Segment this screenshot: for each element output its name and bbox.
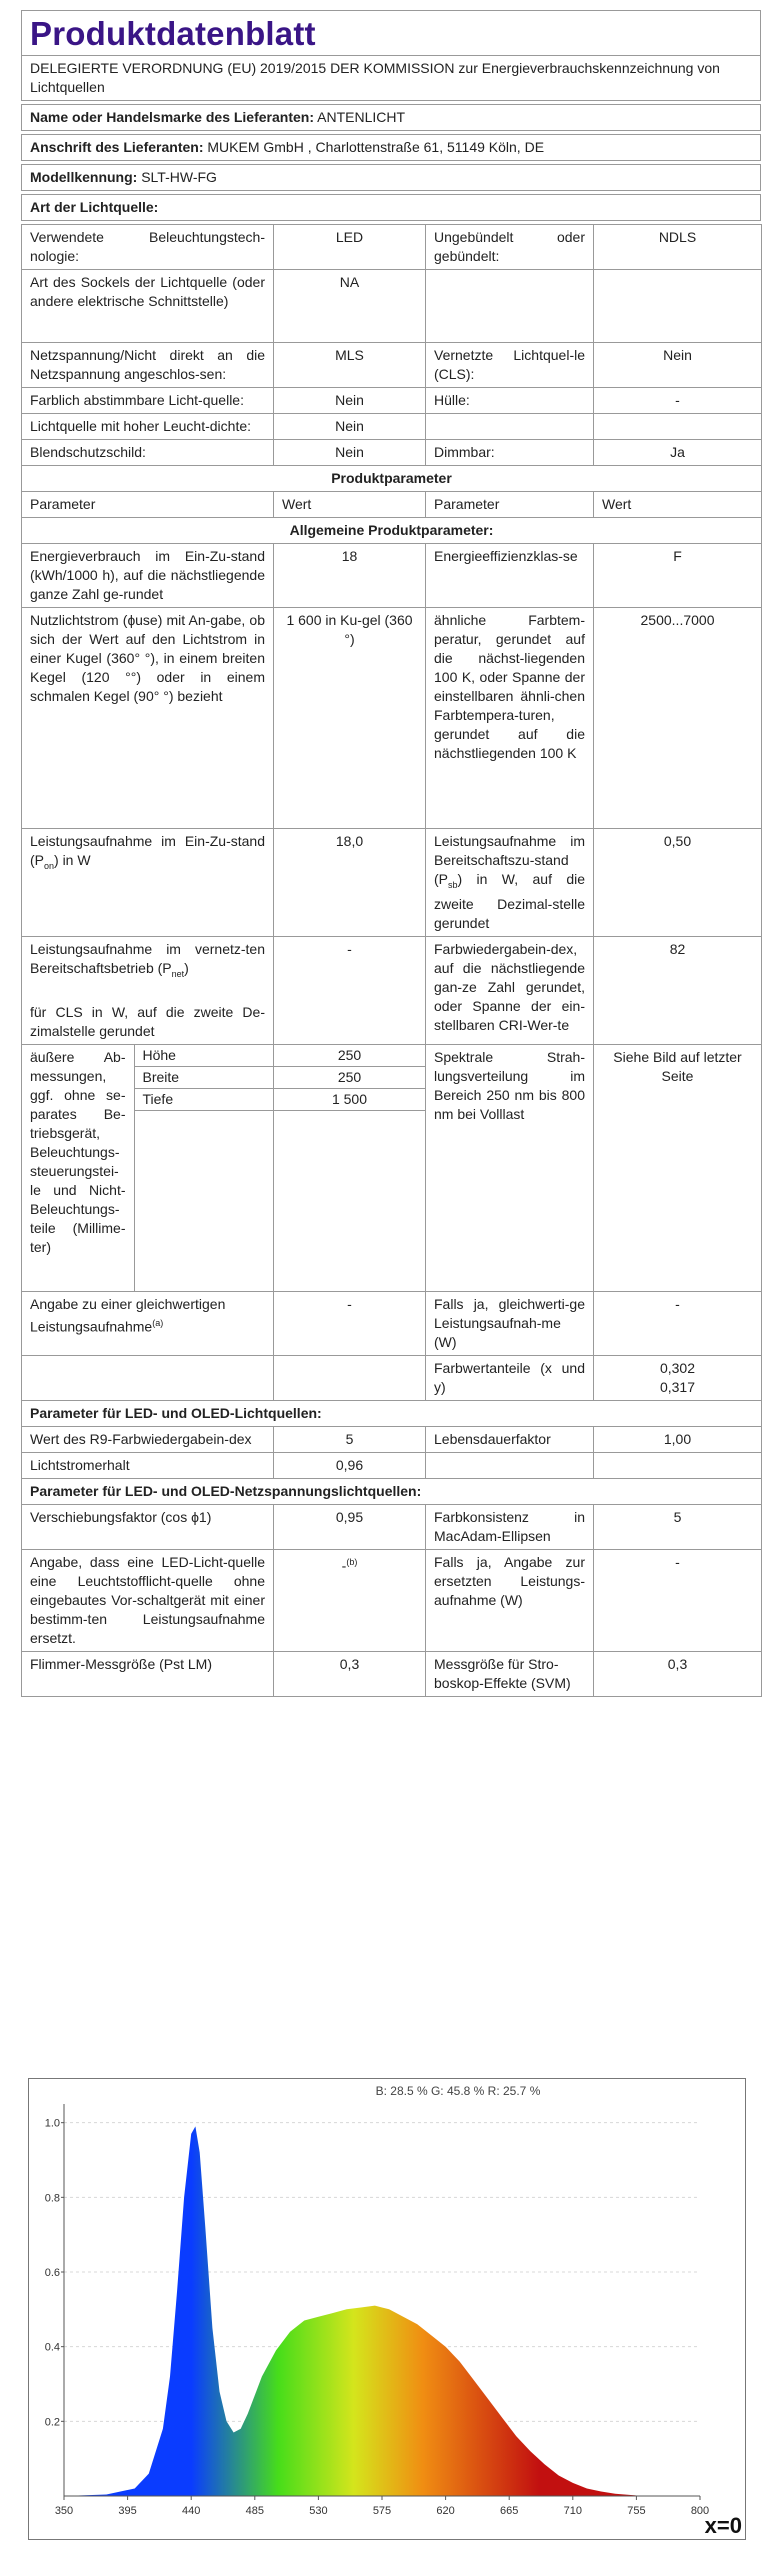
text-fragment: Angabe zu einer gleichwertigen Leistungsaufnahme	[30, 1295, 226, 1335]
x-tick-label: 710	[563, 2505, 582, 2517]
cell-empty	[594, 270, 762, 343]
mains-params-heading: Parameter für LED- und OLED-Netzspannungslichtquellen:	[22, 1478, 762, 1504]
text-sup: (b)	[346, 1556, 358, 1567]
general-params-heading: Allgemeine Produktparameter:	[22, 518, 762, 544]
model-label: Modellkennung:	[30, 169, 138, 185]
chart-header: B: 28.5 % G: 45.8 % R: 25.7 %	[375, 2084, 541, 2098]
product-params-heading: Produktparameter	[22, 466, 762, 492]
x-tick-label: 440	[182, 2505, 201, 2517]
x-tick-label: 575	[372, 2505, 392, 2517]
text-fragment: für CLS in W, auf die zweite De-zimalstelle gerundet	[30, 1003, 265, 1039]
x-tick-label: 620	[436, 2505, 455, 2517]
cell-value: 2500...7000	[594, 608, 762, 829]
x-tick-label: 395	[118, 2505, 137, 2517]
cell-value: NA	[274, 270, 426, 343]
y-tick-label: 0.8	[44, 2192, 60, 2205]
cell-value: 5	[594, 1504, 762, 1549]
cell-empty	[594, 1452, 762, 1478]
section-header	[22, 518, 762, 544]
dimensions-table	[22, 1045, 273, 1291]
cell-value: 0,95	[274, 1504, 426, 1549]
x-tick-label: 800	[690, 2505, 710, 2517]
table-row	[22, 1504, 762, 1549]
column-header: Parameter	[426, 492, 594, 518]
led-params-heading: Parameter für LED- und OLED-Lichtquellen:	[22, 1400, 762, 1426]
text-sub: sb	[448, 879, 458, 890]
text-fragment: ) in W, auf die zweite Dezimal-stelle gerundet	[434, 871, 585, 931]
chroma-x: 0,302	[659, 1359, 696, 1376]
cell-label: Energieeffizienzklas-se	[426, 544, 594, 608]
cell-value: NDLS	[594, 225, 762, 270]
depth-label: Tiefe	[134, 1088, 273, 1110]
section-header	[22, 466, 762, 492]
cell-label	[426, 829, 594, 937]
cell-value: -	[594, 388, 762, 414]
cell-value: 1 600 in Ku-gel (360 °)	[274, 608, 426, 829]
cell-label: Farbwertanteile (x und y)	[426, 1355, 594, 1400]
table-row	[22, 414, 762, 440]
cell-label	[22, 936, 274, 1044]
cell-value: -	[594, 1549, 762, 1651]
text-sub: net	[171, 968, 185, 979]
supplier-name	[21, 104, 761, 131]
cell-label: Dimmbar:	[426, 440, 594, 466]
cell-label: ähnliche Farbtem-peratur, gerundet auf die nächst-liegenden 100 K, oder Spanne der einstellbaren ähnli-chen Farbtempera-turen, gerundet auf die nächstliegenden 100 K	[426, 608, 594, 829]
supplier-address	[21, 134, 761, 161]
cell-label: Lichtstromerhalt	[22, 1452, 274, 1478]
cell-label: Verwendete Beleuchtungstech-nologie:	[22, 225, 274, 270]
cell-empty	[594, 414, 762, 440]
cell-value: -	[594, 1291, 762, 1355]
dimensions-cell	[22, 1044, 274, 1291]
chroma-y: 0,317	[659, 1378, 696, 1395]
cell-value: Nein	[274, 440, 426, 466]
width-label: Breite	[134, 1066, 273, 1088]
light-source-type	[21, 194, 761, 221]
cell-label: Netzspannung/Nicht direkt an die Netzspannung angeschlos-sen:	[22, 343, 274, 388]
model-value: SLT-HW-FG	[141, 169, 217, 185]
cell-label: Lichtquelle mit hoher Leucht-dichte:	[22, 414, 274, 440]
cell-value: F	[594, 544, 762, 608]
column-header: Wert	[274, 492, 426, 518]
cell-value: 18,0	[274, 829, 426, 937]
address-label: Anschrift des Lieferanten:	[30, 139, 204, 155]
cell-label: Flimmer-Messgröße (Pst LM)	[22, 1651, 274, 1696]
cell-value: Nein	[274, 414, 426, 440]
y-tick-label: 0.2	[44, 2416, 60, 2429]
spectrum-chart	[28, 2078, 746, 2540]
cell-label: Angabe, dass eine LED-Licht-quelle eine Leuchtstofflicht-quelle ohne eingebautes Vor-schaltgerät mit einer bestimm-ten Leistungsaufnahme ersetzt.	[22, 1549, 274, 1651]
x-tick-label: 530	[309, 2505, 328, 2517]
table-row	[22, 1452, 762, 1478]
cell-label: Hülle:	[426, 388, 594, 414]
table-row	[22, 343, 762, 388]
cell-label: Art des Sockels der Lichtquelle (oder andere elektrische Schnittstelle)	[22, 270, 274, 343]
cell-label: Ungebündelt oder gebündelt:	[426, 225, 594, 270]
cell-label	[22, 829, 274, 937]
text-sup: (a)	[152, 1317, 164, 1328]
section-header	[22, 1400, 762, 1426]
table-row	[22, 1651, 762, 1696]
cell-value: 18	[274, 544, 426, 608]
cell-label: Spektrale Strah-lungsverteilung im Bereich 250 nm bis 800 nm bei Volllast	[426, 1044, 594, 1291]
cell-empty	[426, 1452, 594, 1478]
cell-value: 0,96	[274, 1452, 426, 1478]
cell-label: Blendschutzschild:	[22, 440, 274, 466]
page-title: Produktdatenblatt	[21, 10, 761, 55]
cell-value: LED	[274, 225, 426, 270]
width-value: 250	[274, 1066, 425, 1088]
table-row	[22, 1355, 762, 1400]
cell-label: Energieverbrauch im Ein-Zu-stand (kWh/1000 h), auf die nächstliegende ganze Zahl ge-rundet	[22, 544, 274, 608]
cell-label: Messgröße für Stro-boskop-Effekte (SVM)	[426, 1651, 594, 1696]
cell-label: Falls ja, gleichwerti-ge Leistungsaufnah-me (W)	[426, 1291, 594, 1355]
dimensions-values	[274, 1044, 426, 1291]
cell-empty	[426, 270, 594, 343]
table-row	[22, 225, 762, 270]
x-tick-label: 755	[627, 2505, 646, 2517]
text-fragment: Leistungsaufnahme im Ein-Zu-stand (P	[30, 833, 265, 868]
table-row	[22, 1426, 762, 1452]
regulation-text: DELEGIERTE VERORDNUNG (EU) 2019/2015 DER KOMMISSION zur Energieverbrauchskennzeichnung von Lichtquellen	[21, 55, 761, 101]
dimensions-values-table	[274, 1045, 425, 1291]
cell-value: Siehe Bild auf letzter Seite	[594, 1044, 762, 1291]
height-label: Höhe	[134, 1045, 273, 1067]
table-row	[22, 388, 762, 414]
cell-value: Nein	[594, 343, 762, 388]
height-value: 250	[274, 1045, 425, 1067]
supplier-value: ANTENLICHT	[317, 109, 406, 125]
section-header	[22, 1478, 762, 1504]
cell-label: Vernetzte Lichtquel-le (CLS):	[426, 343, 594, 388]
cell-value: Ja	[594, 440, 762, 466]
cell-label: Verschiebungsfaktor (cos ϕ1)	[22, 1504, 274, 1549]
text-fragment: )	[184, 959, 189, 976]
cell-empty	[274, 1355, 426, 1400]
cell-label: Wert des R9-Farbwiedergabein-dex	[22, 1426, 274, 1452]
x-tick-label: 485	[245, 2505, 264, 2517]
cell-value: 1,00	[594, 1426, 762, 1452]
address-value: MUKEM GmbH , Charlottenstraße 61, 51149 Köln, DE	[207, 139, 545, 155]
y-tick-label: 0.6	[44, 2267, 60, 2279]
table-row	[22, 1291, 762, 1355]
table-row	[22, 1549, 762, 1651]
cell-value: 82	[594, 936, 762, 1044]
cell-empty	[22, 1355, 274, 1400]
text-fragment: ) in W	[54, 852, 91, 868]
text-sub: on	[44, 860, 55, 871]
cell-label: Farbwiedergabein-dex, auf die nächstliegende gan-ze Zahl gerundet, oder Spanne der ein-stellbaren CRI-Wer-te	[426, 936, 594, 1044]
y-tick-label: 0.4	[44, 2341, 60, 2354]
table-row	[22, 608, 762, 829]
cell-label: Nutzlichtstrom (ɸuse) mit An-gabe, ob sich der Wert auf den Lichtstrom in einer Kugel (360° °), in einem breiten Kegel (120 °°) oder in einem schmalen Kegel (90° °) bezieht	[22, 608, 274, 829]
table-row	[22, 1044, 762, 1291]
cell-label: Farbkonsistenz in MacAdam-Ellipsen	[426, 1504, 594, 1549]
table-row	[22, 829, 762, 937]
cell-label: Lebensdauerfaktor	[426, 1426, 594, 1452]
column-header-row	[22, 492, 762, 518]
cell-empty	[426, 414, 594, 440]
text-fragment: Leistungsaufnahme im vernetz-ten Bereitschaftsbetrieb (P	[30, 940, 265, 976]
depth-value: 1 500	[274, 1088, 425, 1110]
cell-value: 0,3	[594, 1651, 762, 1696]
table-row	[22, 936, 762, 1044]
parameter-table	[21, 224, 762, 1697]
cell-value: 0,3	[274, 1651, 426, 1696]
cell-value: Nein	[274, 388, 426, 414]
column-header: Wert	[594, 492, 762, 518]
cell-value: -	[274, 936, 426, 1044]
cell-label: Falls ja, Angabe zur ersetzten Leistungs-aufnahme (W)	[426, 1549, 594, 1651]
cell-value	[274, 1549, 426, 1651]
x-tick-label: 350	[54, 2505, 74, 2517]
cell-value	[594, 1355, 762, 1400]
x-tick-label: 665	[500, 2505, 519, 2517]
supplier-label: Name oder Handelsmarke des Lieferanten:	[30, 109, 314, 125]
column-header: Parameter	[22, 492, 274, 518]
cell-value: -	[274, 1291, 426, 1355]
y-tick-label: 1.0	[44, 2117, 60, 2130]
cell-label: Farblich abstimmbare Licht-quelle:	[22, 388, 274, 414]
chart-corner-label: x=0	[704, 2513, 742, 2538]
table-row	[22, 270, 762, 343]
cell-value: MLS	[274, 343, 426, 388]
cell-value: 5	[274, 1426, 426, 1452]
text-fragment: Leistungsaufnahme im Bereitschaftszu-stand (P	[434, 833, 585, 887]
cell-value: 0,50	[594, 829, 762, 937]
dimensions-label: äußere Ab-messungen, ggf. ohne se-parates Be-triebsgerät, Beleuchtungs-steuerungstei-le und Nicht-Beleuchtungs-teile (Millime-ter)	[22, 1045, 134, 1291]
table-row	[22, 440, 762, 466]
model-id	[21, 164, 761, 191]
table-row	[22, 544, 762, 608]
light-source-type-label: Art der Lichtquelle:	[30, 199, 159, 215]
datasheet	[21, 10, 761, 1697]
text-fragment: -	[341, 1557, 347, 1574]
cell-label	[22, 1291, 274, 1355]
